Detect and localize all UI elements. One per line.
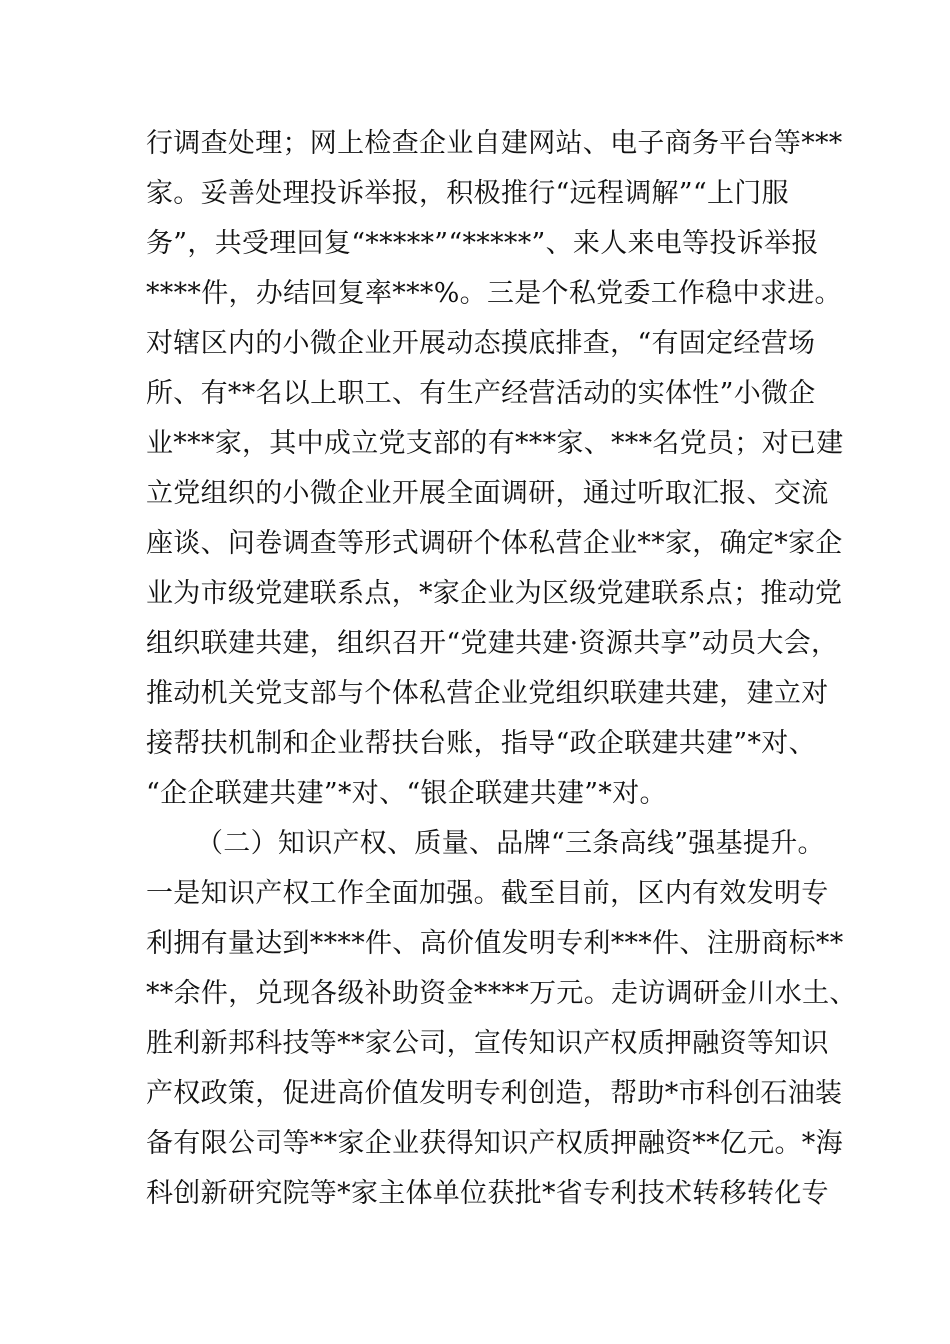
text-line: 组织联建共建，组织召开“党建共建·资源共享”动员大会， — [146, 628, 839, 659]
text-line: 接帮扶机制和企业帮扶台账，指导“政企联建共建”*对、 — [146, 728, 816, 759]
text-line: 利拥有量达到****件、高价值发明专利***件、注册商标** — [146, 928, 844, 959]
text-line: 产权政策，促进高价值发明专利创造，帮助*市科创石油装 — [146, 1078, 843, 1109]
text-line: ****件，办结回复率***%。三是个私党委工作稳中求进。 — [146, 278, 842, 309]
text-line: 对辖区内的小微企业开展动态摸底排查，“有固定经营场 — [146, 328, 816, 359]
section-heading: （二）知识产权、质量、品牌“三条高线”强基提升。 — [196, 828, 825, 859]
text-line: 务”，共受理回复“*****”“*****”、来人来电等投诉举报 — [146, 228, 819, 259]
text-line: **余件，兑现各级补助资金****万元。走访调研金川水土、 — [146, 978, 857, 1009]
text-line: 科创新研究院等*家主体单位获批*省专利技术转移转化专 — [146, 1178, 829, 1209]
text-line: 家。妥善处理投诉举报，积极推行“远程调解”“上门服 — [146, 178, 789, 209]
text-line: 座谈、问卷调查等形式调研个体私营企业**家，确定*家企 — [146, 528, 843, 559]
text-line: “企企联建共建”*对、“银企联建共建”*对。 — [146, 778, 667, 809]
text-line: 行调查处理；网上检查企业自建网站、电子商务平台等*** — [146, 128, 843, 159]
text-line: 所、有**名以上职工、有生产经营活动的实体性”小微企 — [146, 378, 816, 409]
text-line: 业为市级党建联系点，*家企业为区级党建联系点；推动党 — [146, 578, 843, 609]
text-line: 推动机关党支部与个体私营企业党组织联建共建，建立对 — [146, 678, 829, 709]
text-line: 立党组织的小微企业开展全面调研，通过听取汇报、交流 — [146, 478, 829, 509]
text-line: 一是知识产权工作全面加强。截至目前，区内有效发明专 — [146, 878, 829, 909]
text-line: 胜利新邦科技等**家公司，宣传知识产权质押融资等知识 — [146, 1028, 829, 1059]
text-line: 业***家，其中成立党支部的有***家、***名党员；对已建 — [146, 428, 844, 459]
text-line: 备有限公司等**家企业获得知识产权质押融资**亿元。*海 — [146, 1128, 843, 1159]
